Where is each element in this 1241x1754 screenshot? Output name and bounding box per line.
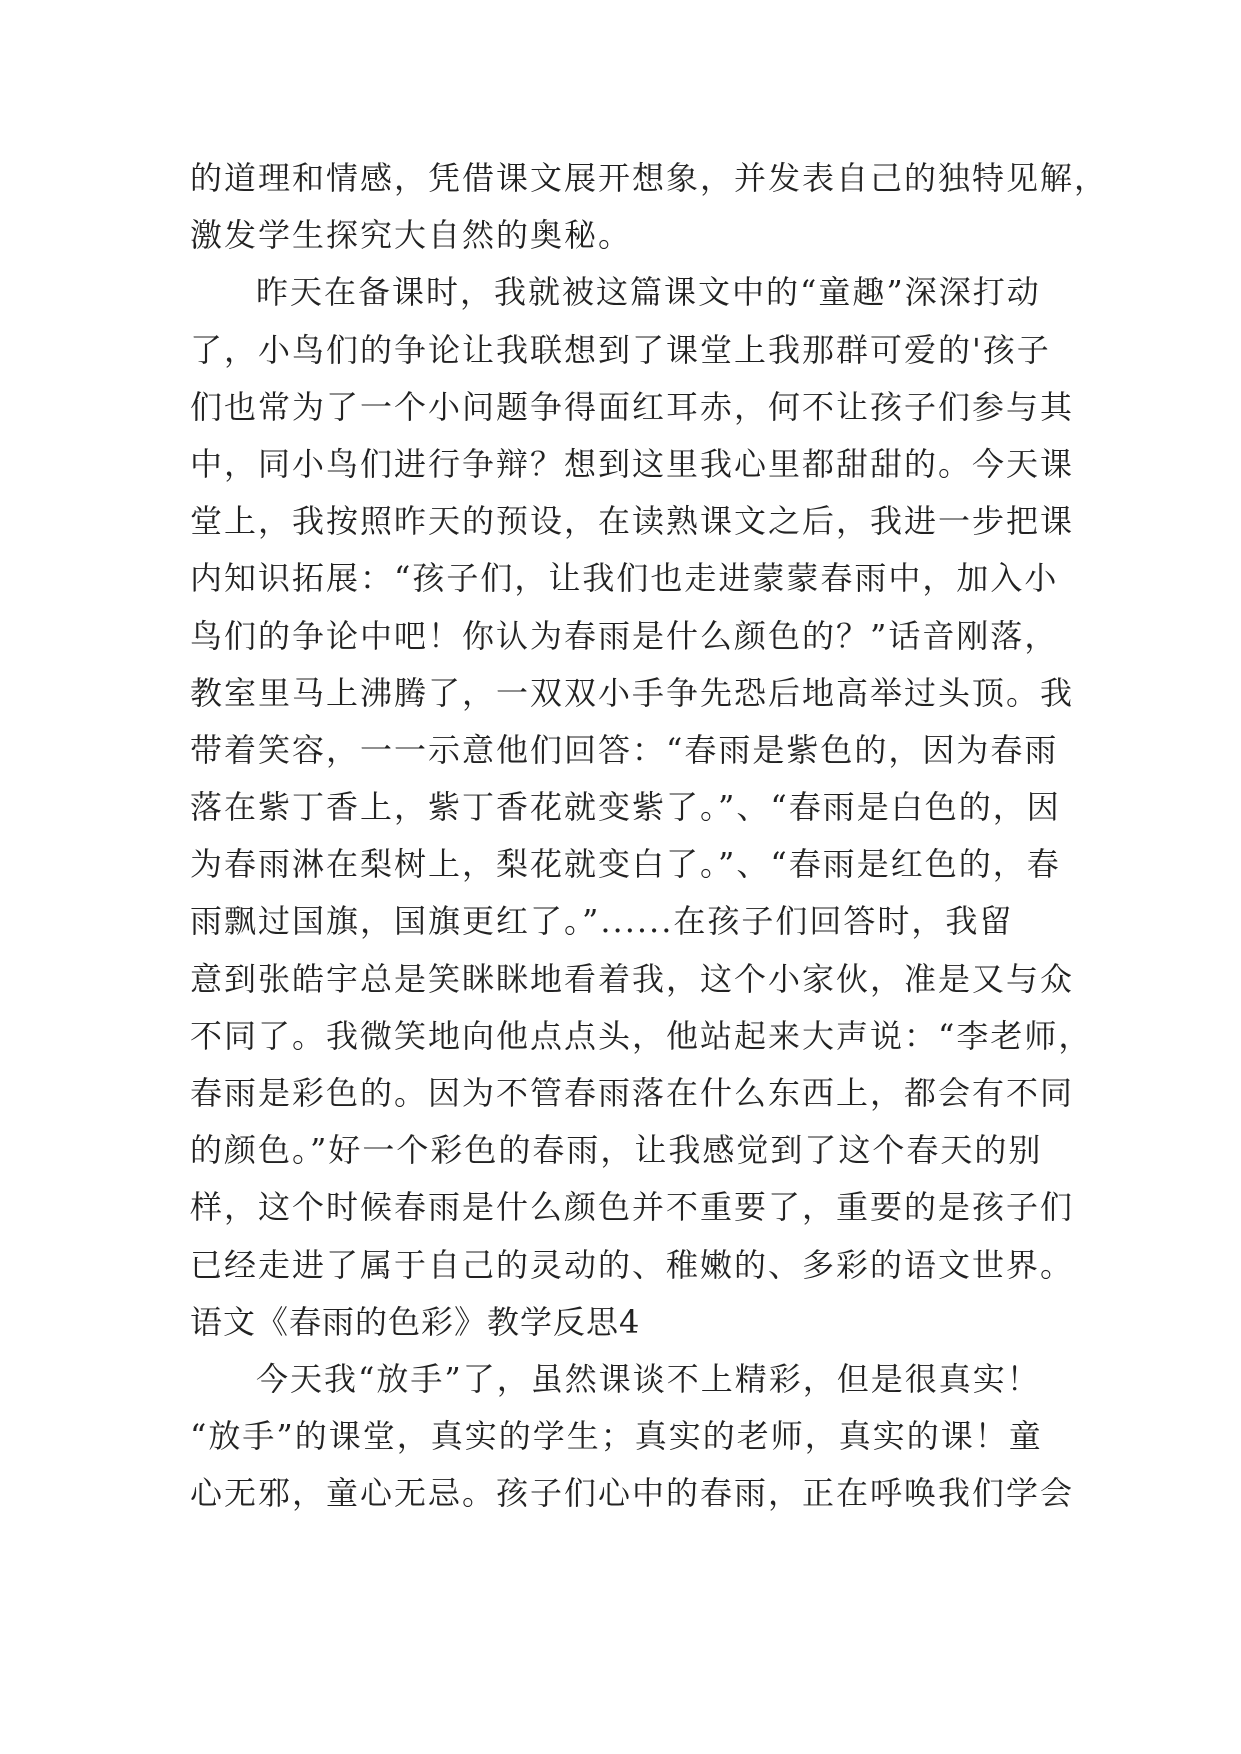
text-line: 的颜色。”好一个彩色的春雨，让我感觉到了这个春天的别 <box>190 1131 1043 1170</box>
text-line: 带着笑容，一一示意他们回答：“春雨是紫色的，因为春雨 <box>190 730 1059 769</box>
text-line: 今天我“放手”了，虽然课谈不上精彩，但是很真实！ <box>256 1359 1041 1398</box>
text-line: 心无邪，童心无忌。孩子们心中的春雨，正在呼唤我们学会 <box>190 1474 1075 1513</box>
text-line: 雨飘过国旗，国旗更红了。”......在孩子们回答时，我留 <box>190 902 1014 941</box>
text-line: 中，同小鸟们进行争辩？想到这里我心里都甜甜的。今天课 <box>190 444 1075 483</box>
heading-text: 语文《春雨的色彩》教学反思4 <box>190 1302 641 1341</box>
text-line: “放手”的课堂，真实的学生；真实的老师，真实的课！童 <box>190 1417 1043 1456</box>
text-line: 的道理和情感，凭借课文展开想象，并发表自己的独特见解， <box>190 159 1109 197</box>
paragraph-continuation <box>190 150 1109 264</box>
text-line: 鸟们的争论中吧！你认为春雨是什么颜色的？”话音刚落， <box>190 616 1059 655</box>
section-heading <box>190 1294 1050 1351</box>
text-line: 已经走进了属于自己的灵动的、稚嫩的、多彩的语文世界。 <box>190 1245 1075 1284</box>
text-line: 春雨是彩色的。因为不管春雨落在什么东西上，都会有不同 <box>190 1074 1075 1112</box>
text-line: 样，这个时候春雨是什么颜色并不重要了，重要的是孩子们 <box>190 1188 1075 1227</box>
paragraph-reflection-4 <box>190 1351 1075 1523</box>
paragraph-reflection-3 <box>190 264 1093 1293</box>
text-line: 们也常为了一个小问题争得面红耳赤，何不让孩子们参与其 <box>190 387 1075 426</box>
text-line: 落在紫丁香上，紫丁香花就变紫了。”、“春雨是白色的，因 <box>190 788 1061 827</box>
text-line: 不同了。我微笑地向他点点头，他站起来大声说：“李老师， <box>190 1016 1093 1055</box>
text-line: 昨天在备课时，我就被这篇课文中的“童趣”深深打动 <box>256 273 1041 312</box>
document-body <box>190 150 1109 1523</box>
text-line: 激发学生探究大自然的奥秘。 <box>190 216 633 255</box>
text-line: 为春雨淋在梨树上，梨花就变白了。”、“春雨是红色的，春 <box>190 845 1061 884</box>
text-line: 意到张皓宇总是笑眯眯地看着我，这个小家伙，准是又与众 <box>190 959 1075 998</box>
text-line: 堂上，我按照昨天的预设，在读熟课文之后，我进一步把课 <box>190 502 1075 541</box>
text-line: 教室里马上沸腾了，一双双小手争先恐后地高举过头顶。我 <box>190 673 1075 712</box>
text-line: 内知识拓展：“孩子们，让我们也走进蒙蒙春雨中，加入小 <box>190 559 1059 598</box>
text-line: 了，小鸟们的争论让我联想到了课堂上我那群可爱的'孩子 <box>190 330 1051 369</box>
